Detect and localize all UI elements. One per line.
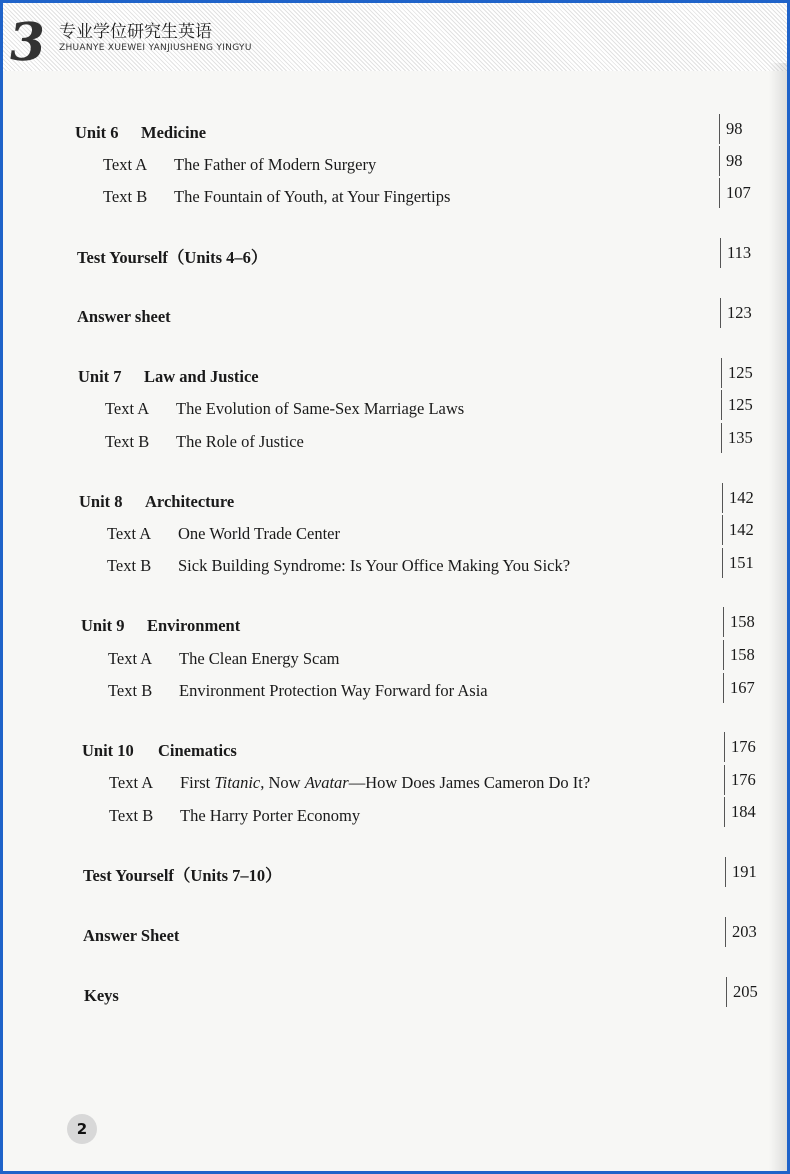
toc-text-code: Text B [108, 681, 153, 700]
toc-text-code: Text A [109, 773, 154, 792]
table-of-contents [3, 3, 787, 1171]
toc-page-number: 125 [721, 358, 753, 388]
toc-page-number: 135 [721, 423, 753, 453]
toc-page-number: 123 [720, 298, 752, 328]
toc-text-title: The Clean Energy Scam [179, 649, 340, 668]
toc-page-number: 167 [723, 673, 755, 703]
toc-entry-answer-sheet-1[interactable] [77, 302, 171, 332]
toc-section-title: Test Yourself（Units 4–6） [77, 248, 268, 267]
toc-text-title [180, 773, 590, 792]
toc-unit-code: Unit 6 [75, 123, 119, 142]
toc-text-code: Text B [109, 806, 154, 825]
toc-section-title: Answer sheet [77, 307, 171, 326]
toc-entry-unit-10-text-a[interactable] [109, 768, 590, 798]
toc-unit-code: Unit 8 [79, 492, 123, 511]
page-number-badge: 2 [67, 1114, 97, 1144]
title-part: First [180, 773, 215, 792]
book-title-chinese: 专业学位研究生英语 [59, 22, 212, 42]
toc-text-code: Text A [107, 524, 152, 543]
toc-text-code: Text B [107, 556, 152, 575]
toc-text-title: The Evolution of Same-Sex Marriage Laws [176, 399, 465, 418]
toc-unit-code: Unit 7 [78, 367, 122, 386]
toc-unit-code: Unit 10 [82, 741, 134, 760]
toc-section-title: Answer Sheet [83, 926, 180, 945]
toc-text-title: The Fountain of Youth, at Your Fingertips [174, 187, 451, 206]
toc-entry-unit-7-text-a[interactable] [105, 394, 464, 424]
toc-page-number: 191 [725, 857, 757, 887]
toc-entry-unit-8[interactable] [79, 487, 234, 517]
toc-entry-unit-10[interactable] [82, 736, 237, 766]
toc-page-number: 98 [719, 146, 743, 176]
toc-page-number: 151 [722, 548, 754, 578]
toc-entry-unit-7-text-b[interactable] [105, 427, 304, 457]
book-title-pinyin: ZHUANYE XUEWEI YANJIUSHENG YINGYU [59, 43, 252, 53]
toc-page-number: 176 [724, 732, 756, 762]
toc-entry-unit-6-text-b[interactable] [103, 182, 450, 212]
toc-entry-unit-6[interactable] [75, 118, 206, 148]
title-part: —How Does James Cameron Do It? [348, 773, 591, 792]
toc-text-code: Text B [103, 187, 148, 206]
toc-entry-unit-9[interactable] [81, 611, 240, 641]
toc-entry-unit-8-text-b[interactable] [107, 551, 570, 581]
toc-text-code: Text B [105, 432, 150, 451]
toc-entry-answer-sheet-2[interactable] [83, 921, 179, 951]
toc-page-number: 107 [719, 178, 751, 208]
toc-text-code: Text A [105, 399, 150, 418]
toc-text-code: Text A [108, 649, 153, 668]
toc-unit-title: Cinematics [158, 741, 237, 760]
toc-text-title: The Role of Justice [176, 432, 304, 451]
toc-entry-unit-9-text-a[interactable] [108, 644, 340, 674]
toc-unit-title: Architecture [145, 492, 235, 511]
toc-text-title: The Father of Modern Surgery [174, 155, 377, 174]
toc-page-number: 142 [722, 483, 754, 513]
toc-page-number: 142 [722, 515, 754, 545]
toc-entry-unit-10-text-b[interactable] [109, 801, 360, 831]
toc-page-number: 203 [725, 917, 757, 947]
toc-entry-unit-6-text-a[interactable] [103, 150, 376, 180]
toc-entry-unit-7[interactable] [78, 362, 259, 392]
toc-page-number: 184 [724, 797, 756, 827]
toc-text-title: Sick Building Syndrome: Is Your Office Making You Sick? [178, 556, 571, 575]
toc-entry-test-yourself-7-10[interactable] [83, 861, 282, 891]
toc-unit-title: Environment [147, 616, 241, 635]
toc-page-number: 98 [719, 114, 743, 144]
toc-text-title: Environment Protection Way Forward for Asia [179, 681, 488, 700]
toc-text-title: The Harry Porter Economy [180, 806, 361, 825]
toc-unit-code: Unit 9 [81, 616, 125, 635]
toc-section-title: Keys [84, 986, 119, 1005]
toc-entry-keys[interactable] [84, 981, 119, 1011]
toc-page-number: 158 [723, 640, 755, 670]
toc-entry-test-yourself-4-6[interactable] [77, 243, 267, 273]
title-part: , Now [260, 773, 305, 792]
toc-entry-unit-8-text-a[interactable] [107, 519, 340, 549]
toc-page-number: 205 [726, 977, 758, 1007]
toc-section-title: Test Yourself（Units 7–10） [83, 866, 282, 885]
toc-entry-unit-9-text-b[interactable] [108, 676, 488, 706]
toc-unit-title: Law and Justice [144, 367, 259, 386]
book-logo: 3 [4, 12, 50, 73]
toc-text-code: Text A [103, 155, 148, 174]
title-part-italic: Avatar [304, 773, 349, 792]
toc-page-number: 113 [720, 238, 751, 268]
toc-page-number: 125 [721, 390, 753, 420]
title-part-italic: Titanic [214, 773, 261, 792]
toc-unit-title: Medicine [141, 123, 207, 142]
toc-page-number: 158 [723, 607, 755, 637]
toc-text-title: One World Trade Center [178, 524, 340, 543]
toc-page-number: 176 [724, 765, 756, 795]
